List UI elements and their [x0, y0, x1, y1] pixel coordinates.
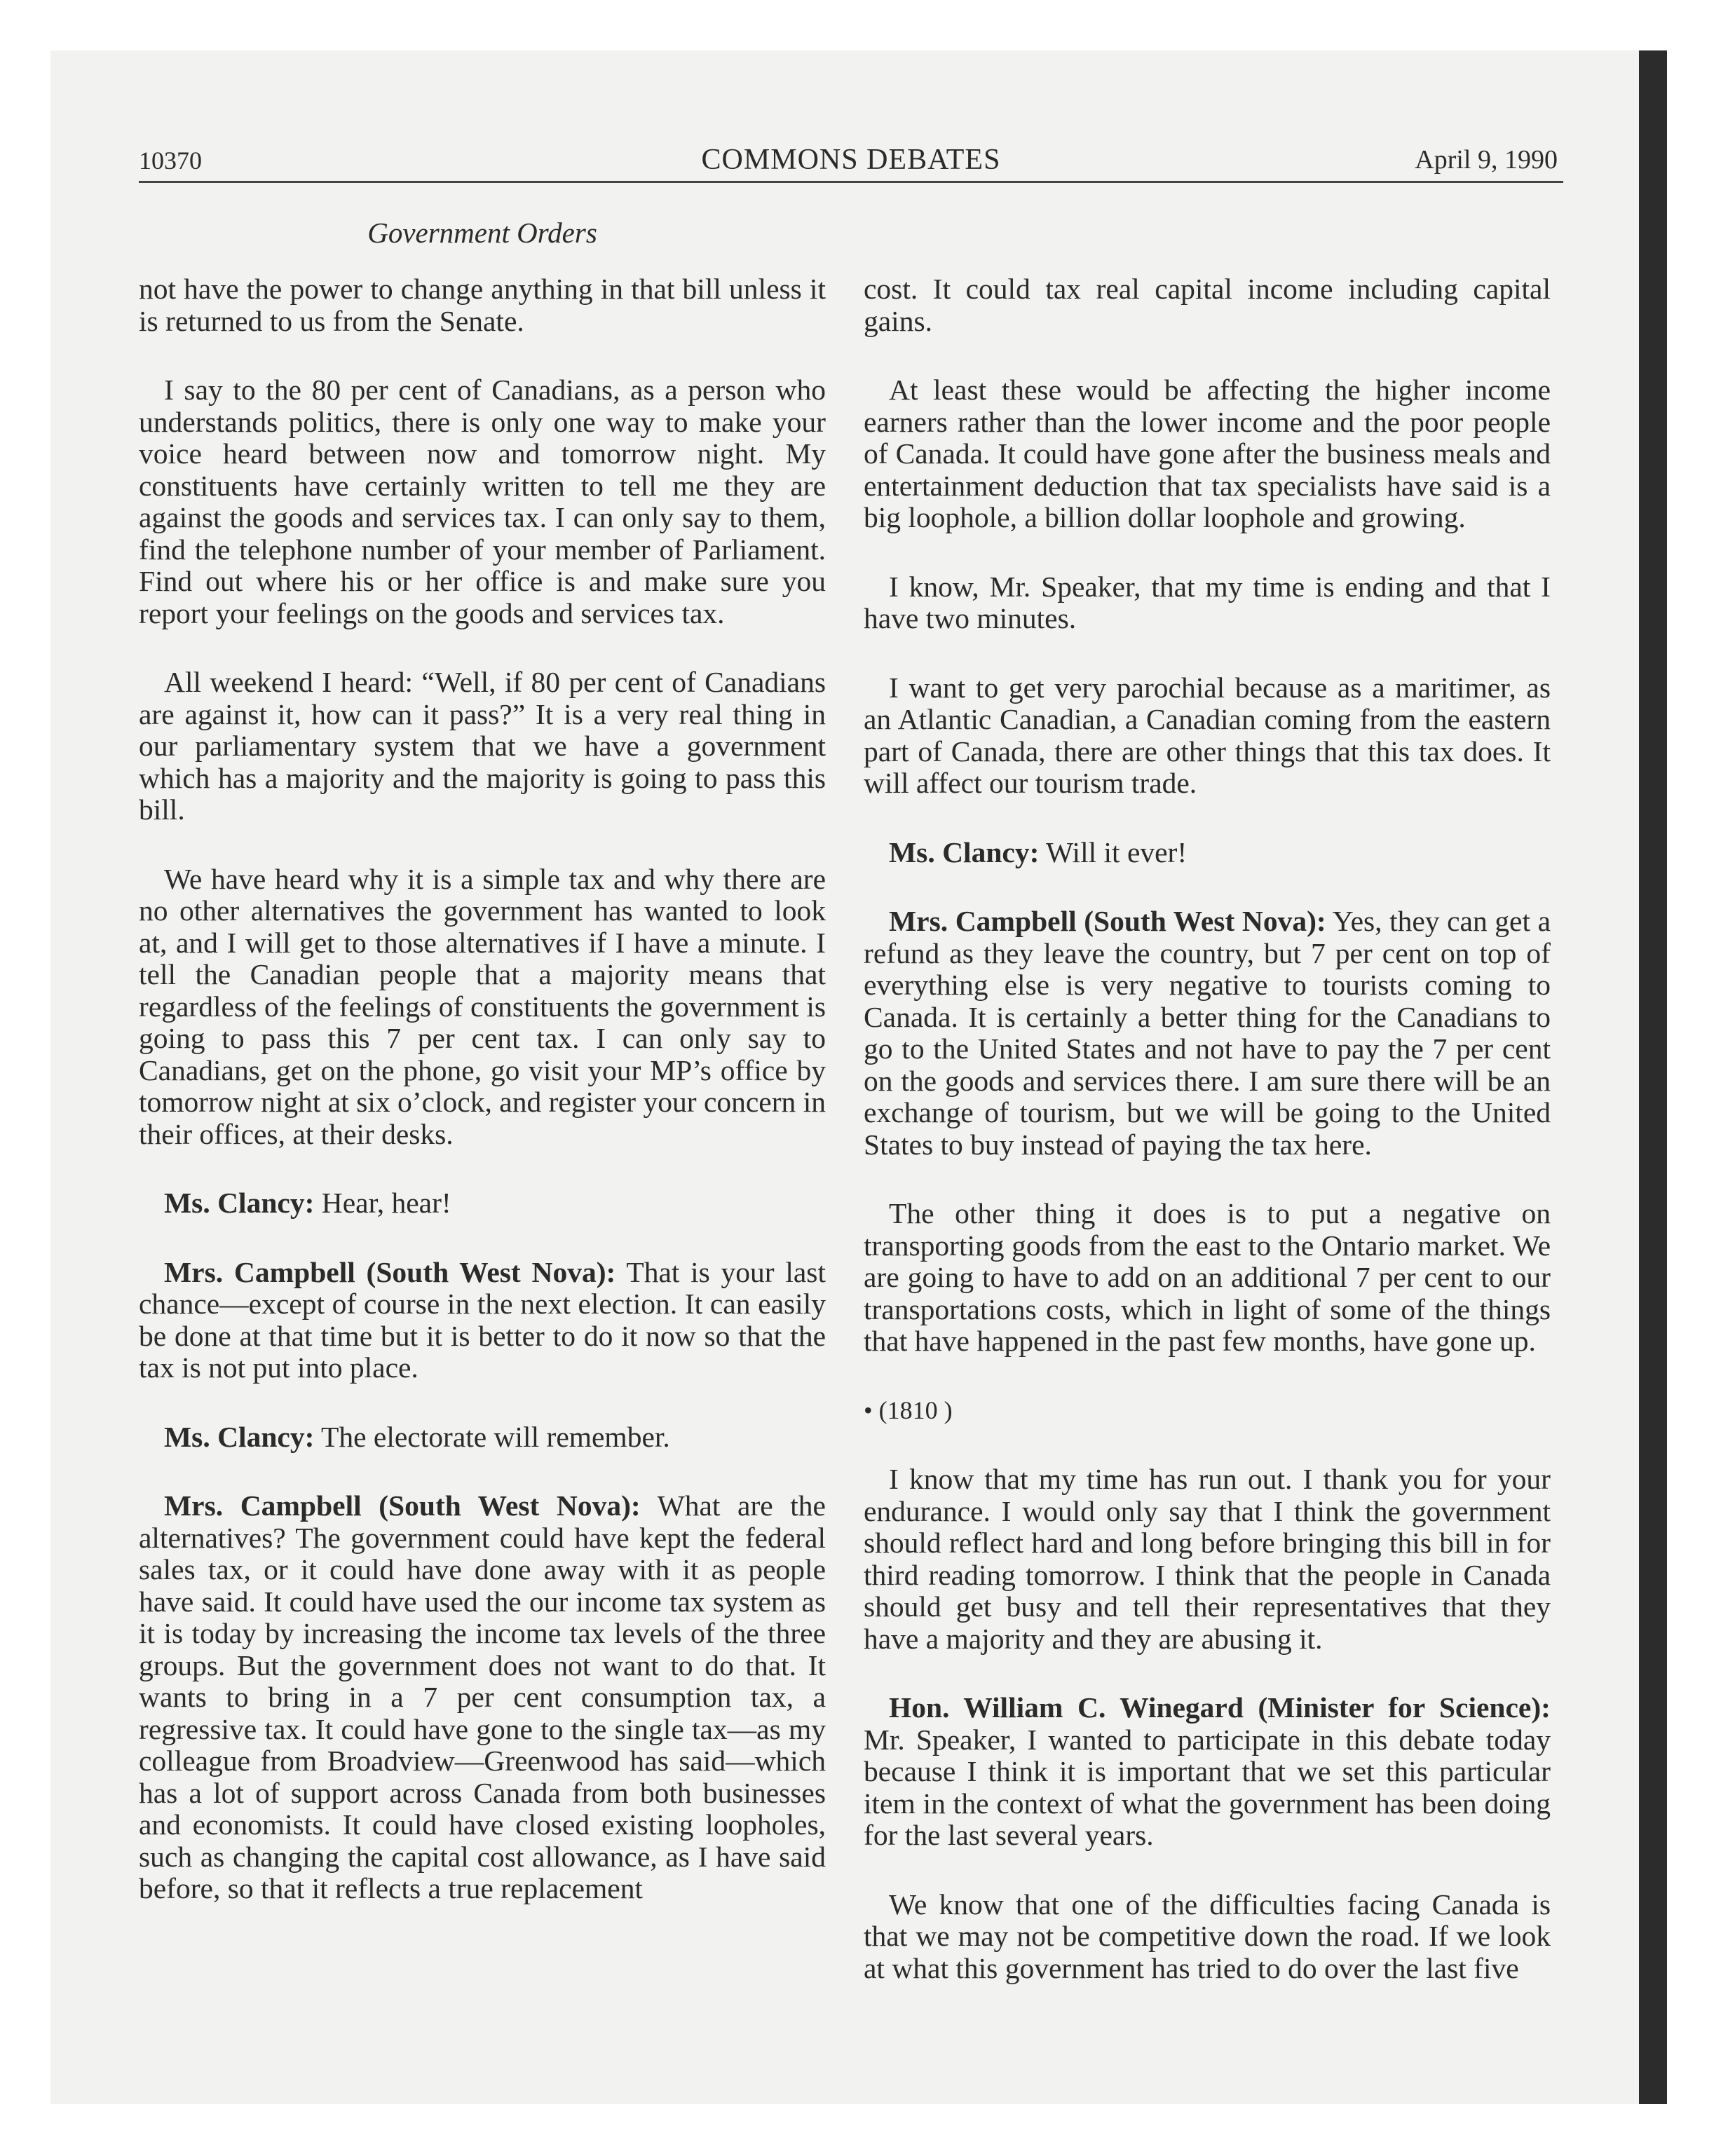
paragraph-text: What are the alternatives? The government could have kept the federal sales tax, or it could have done away with it as people have said. It could have used the our income tax system as it is today by increasing the income tax levels of the three groups. But the government does not want to do that. It wants to bring in a 7 per cent consumption tax, a regressive tax. It could have gone to the single tax—as my colleague from Broadview—Greenwood has said—which has a lot of support across Canada from both businesses and economists. It could have closed existing loopholes, such as changing the capital cost allowance, as I have said before, so that it reflects a true replacement — [139, 1489, 826, 1904]
paragraph — [864, 837, 1551, 869]
paragraph — [864, 906, 1551, 1161]
paragraph — [139, 667, 826, 826]
paragraph-text: Mr. Speaker, I wanted to participate in this debate today because I think it is important that we set this particular item in the context of what the government has been doing for the last several years. — [864, 1723, 1551, 1851]
paragraph-text: Hear, hear! — [321, 1187, 451, 1219]
paragraph-text: The electorate will remember. — [321, 1420, 670, 1453]
paragraph-text: The other thing it does is to put a negative on transporting goods from the east to the Ontario market. We are going to have to add on an additional 7 per cent to our transportations costs, which in light of some of the things that have happened in the past few months, have gone up. — [864, 1197, 1551, 1357]
paragraph — [139, 864, 826, 1151]
paragraph-text: I know, Mr. Speaker, that my time is ending and that I have two minutes. — [864, 570, 1551, 634]
issue-date: April 9, 1990 — [1415, 145, 1558, 175]
page-number: 10370 — [139, 146, 202, 175]
speaker-name: Ms. Clancy: — [889, 835, 1040, 868]
paragraph — [139, 374, 826, 629]
paragraph — [864, 1464, 1551, 1655]
timestamp: • (1810 ) — [864, 1396, 953, 1424]
speaker-name: Hon. William C. Winegard (Minister for Science): — [889, 1691, 1551, 1724]
paragraph — [864, 1198, 1551, 1358]
paragraph — [864, 273, 1551, 337]
right-column — [864, 273, 1551, 2021]
section-heading: Government Orders — [367, 217, 597, 249]
paragraph-text: At least these would be affecting the higher income earners rather than the lower income and the poor people of Canada. It could have gone after the business meals and entertainment deduction that tax specialists have said is a big loophole, a billion dollar loophole and growing. — [864, 374, 1551, 533]
paragraph — [139, 273, 826, 337]
paragraph-text: I say to the 80 per cent of Canadians, as a person who understands politics, there is only one way to make your voice heard between now and tomorrow night. My constituents have certainly written to tell me they are against the goods and services tax. I can only say to them, find the telephone number of your member of Parliament. Find out where his or her office is and make sure you report your feelings on the goods and services tax. — [139, 374, 826, 629]
speaker-name: Mrs. Campbell (South West Nova): — [889, 905, 1326, 937]
paragraph — [864, 571, 1551, 635]
left-column — [139, 273, 826, 1942]
journal-title: COMMONS DEBATES — [701, 144, 1001, 176]
paragraph-text: All weekend I heard: “Well, if 80 per cent of Canadians are against it, how can it pass?” It is a very real thing in our parliamentary system that we have a government which has a majority and the majority is going to pass this bill. — [139, 666, 826, 826]
paragraph-text: cost. It could tax real capital income including capital gains. — [864, 273, 1551, 337]
paragraph — [139, 1257, 826, 1384]
scan-edge-shadow — [1639, 50, 1667, 2104]
speaker-name: Ms. Clancy: — [164, 1420, 315, 1453]
paragraph-text: That is your last chance—except of course in the next election. It can easily be done at that time but it is better to do it now so that the tax is not put into place. — [139, 1255, 826, 1384]
paragraph — [864, 374, 1551, 534]
running-header — [139, 142, 1563, 183]
paragraph — [864, 1692, 1551, 1852]
speaker-name: Ms. Clancy: — [164, 1187, 315, 1219]
paragraph-text: Yes, they can get a refund as they leave the country, but 7 per cent on top of everything else is very negative to tourists coming to Canada. It is certainly a better thing for the Canadians to go to the United States and not have to pay the 7 per cent on the goods and services there. I am sure there will be an exchange of tourism, but we will be going to the United States to buy instead of paying the tax here. — [864, 905, 1551, 1161]
paragraph-text: I know that my time has run out. I thank you for your endurance. I would only say that I think the government should reflect hard and long before bringing this bill in for third reading tomorrow. I think that the people in Canada should get busy and tell their representatives that they have a majority and they are abusing it. — [864, 1463, 1551, 1655]
paragraph — [864, 1889, 1551, 1985]
paragraph — [864, 672, 1551, 800]
paragraph — [139, 1490, 826, 1905]
paragraph-text: We have heard why it is a simple tax and why there are no other alternatives the government has wanted to look at, and I will get to those alternatives if I have a minute. I tell the Canadian people that a majority means that regardless of the feelings of constituents the government is going to pass this 7 per cent tax. I can only say to Canadians, get on the phone, go visit your MP’s office by tomorrow night at six o’clock, and register your concern in their offices, at their desks. — [139, 862, 826, 1150]
paragraph — [139, 1421, 826, 1454]
speaker-name: Mrs. Campbell (South West Nova): — [164, 1255, 616, 1288]
paragraph-text: Will it ever! — [1046, 835, 1188, 868]
paragraph — [139, 1187, 826, 1220]
paragraph-text: We know that one of the difficulties facing Canada is that we may not be competitive down the road. If we look at what this government has tried to do over the last five — [864, 1888, 1551, 1984]
paragraph-text: I want to get very parochial because as a maritimer, as an Atlantic Canadian, a Canadian coming from the eastern part of Canada, there are other things that this tax does. It will affect our tourism trade. — [864, 671, 1551, 799]
paragraph-text: not have the power to change anything in that bill unless it is returned to us from the Senate. — [139, 273, 826, 337]
speaker-name: Mrs. Campbell (South West Nova): — [164, 1489, 641, 1522]
